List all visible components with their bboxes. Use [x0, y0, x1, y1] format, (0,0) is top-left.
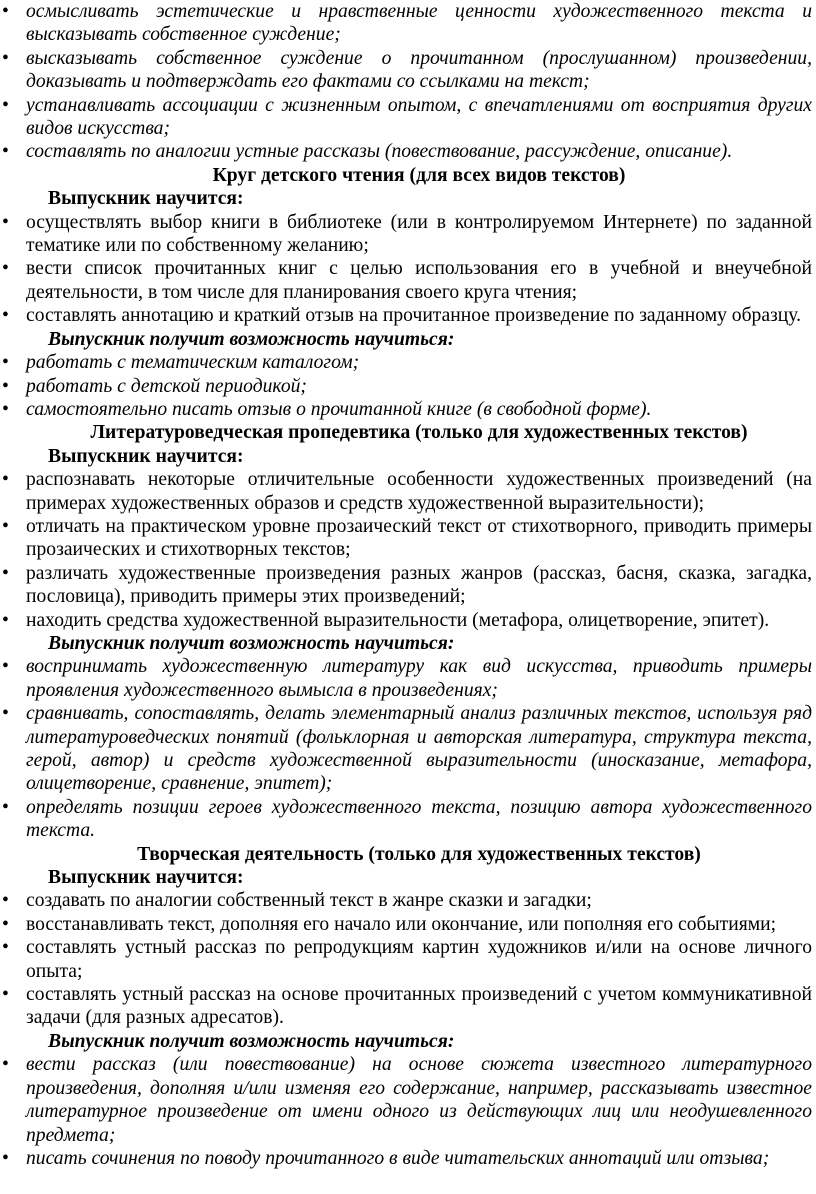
section-title-reading-circle: Круг детского чтения (для всех видов текстов): [212, 164, 626, 186]
list-item: • осуществлять выбор книги в библиотеке (или в контролируемом Интернете) по заданной тематике или по собственному желанию;: [26, 211, 812, 258]
opportunity-heading: Выпускник получит возможность научиться:: [48, 1030, 455, 1052]
list-item: • составлять устный рассказ по репродукциям картин художников и/или на основе личного опыта;: [26, 936, 812, 983]
opportunity-heading: Выпускник получит возможность научиться:: [48, 328, 455, 350]
opportunity-heading: Выпускник получит возможность научиться:: [48, 632, 455, 654]
list-item: • высказывать собственное суждение о прочитанном (прослушанном) произведении, доказывать и подтверждать его фактами со ссылками на текст;: [26, 47, 812, 94]
list-item: • самостоятельно писать отзыв о прочитанной книге (в свободной форме).: [26, 398, 812, 421]
learn-list-literary-propaedeutics: [26, 468, 812, 632]
list-item: • распознавать некоторые отличительные особенности художественных произведений (на примерах художественных образов и средств художественной выразительности);: [26, 468, 812, 515]
list-item: • различать художественные произведения разных жанров (рассказ, басня, сказка, загадка, пословица), приводить примеры этих произведений;: [26, 562, 812, 609]
list-item: • восстанавливать текст, дополняя его начало или окончание, или пополняя его событиями;: [26, 913, 812, 936]
list-item: • устанавливать ассоциации с жизненным опытом, с впечатлениями от восприятия других видов искусства;: [26, 94, 812, 141]
opportunity-list-perception: [26, 0, 812, 164]
section-title-literary-propaedeutics: Литературоведческая пропедевтика (только для художественных текстов): [90, 422, 748, 444]
list-item: • определять позиции героев художественного текста, позицию автора художественного текста.: [26, 796, 812, 843]
list-item: • работать с тематическим каталогом;: [26, 351, 812, 374]
list-item: • находить средства художественной выразительности (метафора, олицетворение, эпитет).: [26, 609, 812, 632]
list-item: • составлять устный рассказ на основе прочитанных произведений с учетом коммуникативной задачи (для разных адресатов).: [26, 983, 812, 1030]
list-item: • составлять аннотацию и краткий отзыв на прочитанное произведение по заданному образцу.: [26, 304, 812, 327]
list-item: • воспринимать художественную литературу как вид искусства, приводить примеры проявления художественного вымысла в произведениях;: [26, 655, 812, 702]
list-item: • работать с детской периодикой;: [26, 375, 812, 398]
learn-list-reading-circle: [26, 211, 812, 328]
list-item: • создавать по аналогии собственный текст в жанре сказки и загадки;: [26, 889, 812, 912]
list-item: • вести рассказ (или повествование) на основе сюжета известного литературного произведения, дополняя и/или изменяя его содержание, например, рассказывать известное литературное произведение от имени одного из действующих лиц или неодушевленного предмета;: [26, 1053, 812, 1147]
list-item: • осмысливать эстетические и нравственные ценности художественного текста и высказывать собственное суждение;: [26, 0, 812, 47]
opportunity-list-creative-activity: [26, 1053, 812, 1170]
list-item: • отличать на практическом уровне прозаический текст от стихотворного, приводить примеры прозаических и стихотворных текстов;: [26, 515, 812, 562]
learn-heading: Выпускник научится:: [48, 188, 244, 210]
learn-list-creative-activity: [26, 889, 812, 1029]
learn-heading: Выпускник научится:: [48, 445, 244, 467]
list-item: • составлять по аналогии устные рассказы (повествование, рассуждение, описание).: [26, 140, 812, 163]
section-title-creative-activity: Творческая деятельность (только для художественных текстов): [137, 843, 701, 865]
list-item: • писать сочинения по поводу прочитанного в виде читательских аннотаций или отзыва;: [26, 1147, 812, 1170]
opportunity-list-literary-propaedeutics: [26, 655, 812, 842]
list-item: • сравнивать, сопоставлять, делать элементарный анализ различных текстов, используя ряд литературоведческих понятий (фольклорная и авторская литература, структура текста, герой, автор) и средств художественной выразительности (иносказание, метафора, олицетворение, сравнение, эпитет);: [26, 702, 812, 796]
learn-heading: Выпускник научится:: [48, 867, 244, 889]
opportunity-list-reading-circle: [26, 351, 812, 421]
list-item: • вести список прочитанных книг с целью использования его в учебной и внеучебной деятельности, в том числе для планирования своего круга чтения;: [26, 257, 812, 304]
